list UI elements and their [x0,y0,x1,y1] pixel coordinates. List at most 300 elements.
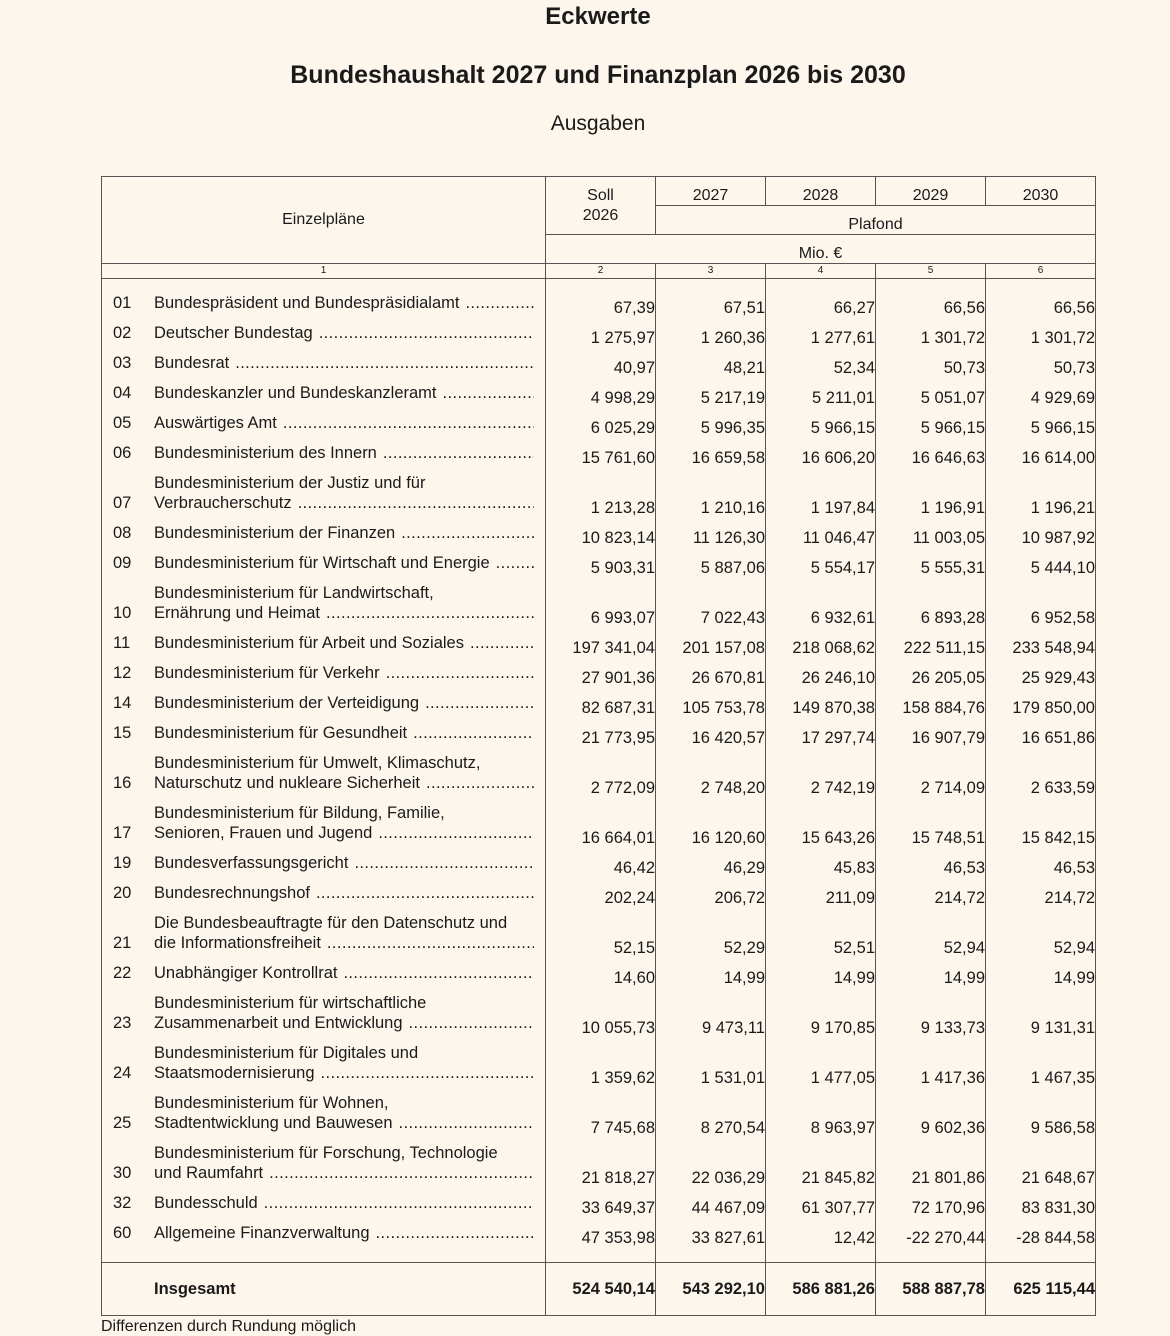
value-2030: 1 301,72 [986,318,1096,348]
table-row [102,1138,1096,1188]
value-2027: 11 126,30 [656,518,766,548]
value-soll-2026: 10 823,14 [546,518,656,548]
value-2030: 2 633,59 [986,748,1096,798]
value-soll-2026: 82 687,31 [546,688,656,718]
column-number: 4 [766,264,876,279]
einzelplan-code: 60 [113,1224,132,1242]
einzelplan-name [154,413,545,433]
table-row [102,1188,1096,1218]
value-2030: 1 196,21 [986,468,1096,518]
value-2027: 7 022,43 [656,578,766,628]
einzelplan-name-line: Bundesministerium der Finanzen [154,524,396,542]
einzelplan-name-line: Die Bundesbeauftragte für den Datenschutz und [154,914,508,932]
value-2030: 25 929,43 [986,658,1096,688]
value-2029: 5 051,07 [876,378,986,408]
value-2030: 5 444,10 [986,548,1096,578]
einzelplan-name [154,753,545,793]
column-number: 2 [546,264,656,279]
einzelplan-name-line: Bundesverfassungsgericht [154,854,349,872]
value-2028: 15 643,26 [766,798,876,848]
dot-leader [496,553,534,573]
einzelplan-name [154,883,545,903]
table-row [102,628,1096,658]
value-2029: 11 003,05 [876,518,986,548]
dot-leader [399,1113,535,1133]
value-2027: 9 473,11 [656,988,766,1038]
value-2029: 1 417,36 [876,1038,986,1088]
table-row [102,718,1096,748]
value-2027: 105 753,78 [656,688,766,718]
header-year-2028: 2028 [766,177,876,206]
einzelplan-name [154,1193,545,1213]
value-2029: 2 714,09 [876,748,986,798]
einzelplan-name-line: Bundesministerium für Landwirtschaft, [154,584,434,602]
value-2027: 67,51 [656,279,766,319]
value-2028: 52,51 [766,908,876,958]
einzelplan-name-line: Bundesministerium für Bildung, Familie, [154,804,445,822]
einzelplan-name-line: Bundesministerium des Innern [154,444,377,462]
column-number: 5 [876,264,986,279]
value-soll-2026: 10 055,73 [546,988,656,1038]
einzelplan-name-line: Bundesministerium für wirtschaftliche [154,994,427,1012]
value-soll-2026: 40,97 [546,348,656,378]
einzelplan-cell [102,518,546,548]
value-2027: 1 531,01 [656,1038,766,1088]
einzelplan-code: 14 [113,694,132,712]
einzelplan-cell [102,628,546,658]
total-value-2028: 586 881,26 [766,1263,876,1316]
value-2027: 44 467,09 [656,1188,766,1218]
value-2030: 83 831,30 [986,1188,1096,1218]
value-soll-2026: 2 772,09 [546,748,656,798]
value-2028: 149 870,38 [766,688,876,718]
value-2027: 16 120,60 [656,798,766,848]
value-2029: 5 966,15 [876,408,986,438]
total-value-soll-2026: 524 540,14 [546,1263,656,1316]
einzelplan-code: 16 [113,774,132,792]
table-row [102,548,1096,578]
dot-leader [326,603,534,623]
table-row [102,318,1096,348]
einzelplan-code: 20 [113,884,132,902]
einzelplan-name-line: Bundesministerium für Digitales und [154,1044,419,1062]
value-2027: 33 827,61 [656,1218,766,1263]
einzelplan-cell [102,1088,546,1138]
dot-leader [319,323,534,343]
value-2027: 2 748,20 [656,748,766,798]
value-2027: 14,99 [656,958,766,988]
einzelplan-name-line: Bundesministerium der Justiz und für [154,474,426,492]
table-row [102,468,1096,518]
einzelplan-name [154,853,545,873]
table-row [102,658,1096,688]
header-soll-2026 [546,177,656,235]
total-value-2030: 625 115,44 [986,1263,1096,1316]
document-subtitle: Bundeshaushalt 2027 und Finanzplan 2026 bis 2030 [290,61,906,89]
value-2028: 16 606,20 [766,438,876,468]
einzelplan-code: 17 [113,824,132,842]
einzelplan-cell [102,718,546,748]
table-row [102,688,1096,718]
header-einzelplaene: Einzelpläne [102,177,546,264]
value-2029: 1 301,72 [876,318,986,348]
value-2027: 206,72 [656,878,766,908]
document-caption: Ausgaben [550,112,646,135]
header-year-2029: 2029 [876,177,986,206]
value-2028: 5 554,17 [766,548,876,578]
table-row [102,438,1096,468]
table-row [102,378,1096,408]
einzelplan-cell [102,348,546,378]
table-row [102,1088,1096,1138]
value-2029: 5 555,31 [876,548,986,578]
value-2027: 22 036,29 [656,1138,766,1188]
einzelplan-cell [102,748,546,798]
value-2029: 158 884,76 [876,688,986,718]
value-soll-2026: 47 353,98 [546,1218,656,1263]
value-2029: 222 511,15 [876,628,986,658]
einzelplan-name [154,963,545,983]
einzelplan-code: 07 [113,494,132,512]
value-2028: 52,34 [766,348,876,378]
einzelplan-code: 21 [113,934,132,952]
total-value-2027: 543 292,10 [656,1263,766,1316]
value-2030: 1 467,35 [986,1038,1096,1088]
value-2027: 52,29 [656,908,766,958]
einzelplan-name-line: Bundesrechnungshof [154,884,310,902]
table-row [102,1218,1096,1263]
einzelplan-cell [102,1218,546,1263]
table-row [102,848,1096,878]
value-2028: 5 966,15 [766,408,876,438]
einzelplan-code: 23 [113,1014,132,1032]
value-2028: 61 307,77 [766,1188,876,1218]
dot-leader [316,883,534,903]
value-2029: 6 893,28 [876,578,986,628]
table-row [102,348,1096,378]
einzelplan-name-line: Bundesministerium für Umwelt, Klimaschutz, [154,754,481,772]
einzelplan-name-line: Unabhängiger Kontrollrat [154,964,338,982]
dot-leader [383,443,534,463]
einzelplan-cell [102,848,546,878]
einzelplan-name-line: Verbraucherschutz [154,494,292,512]
dot-leader [470,633,534,653]
column-number: 1 [102,264,546,279]
value-2030: -28 844,58 [986,1218,1096,1263]
dot-leader [264,1193,534,1213]
einzelplan-cell [102,1038,546,1088]
value-2029: 15 748,51 [876,798,986,848]
einzelplan-name [154,293,545,313]
value-2028: 211,09 [766,878,876,908]
value-2028: 66,27 [766,279,876,319]
einzelplan-code: 10 [113,604,132,622]
document-title: Eckwerte [545,3,651,30]
value-2030: 233 548,94 [986,628,1096,658]
einzelplan-code: 12 [113,664,132,682]
einzelplan-cell [102,658,546,688]
value-2030: 179 850,00 [986,688,1096,718]
value-soll-2026: 1 275,97 [546,318,656,348]
value-soll-2026: 4 998,29 [546,378,656,408]
table-row [102,878,1096,908]
table-row [102,748,1096,798]
value-2029: 50,73 [876,348,986,378]
value-2027: 5 996,35 [656,408,766,438]
einzelplan-cell [102,468,546,518]
value-2028: 11 046,47 [766,518,876,548]
einzelplan-name-line: die Informationsfreiheit [154,934,321,952]
einzelplan-name-line: Bundesministerium der Verteidigung [154,694,420,712]
einzelplan-code: 32 [113,1194,132,1212]
total-label-cell [102,1263,546,1316]
value-2029: 66,56 [876,279,986,319]
einzelplan-name-line: Allgemeine Finanzverwaltung [154,1224,370,1242]
einzelplan-code: 02 [113,324,132,342]
value-soll-2026: 6 025,29 [546,408,656,438]
value-2028: 8 963,97 [766,1088,876,1138]
einzelplan-cell [102,1138,546,1188]
einzelplan-name-line: Naturschutz und nukleare Sicherheit [154,774,420,792]
dot-leader [465,293,534,313]
value-2028: 17 297,74 [766,718,876,748]
einzelplan-name [154,633,545,653]
dot-leader [235,353,534,373]
einzelplan-code: 09 [113,554,132,572]
value-2030: 10 987,92 [986,518,1096,548]
dot-leader [378,823,534,843]
value-2028: 12,42 [766,1218,876,1263]
einzelplan-code: 05 [113,414,132,432]
value-2027: 5 887,06 [656,548,766,578]
value-2030: 16 614,00 [986,438,1096,468]
value-soll-2026: 15 761,60 [546,438,656,468]
einzelplan-name-line: Bundesministerium für Verkehr [154,664,380,682]
einzelplan-name [154,443,545,463]
value-soll-2026: 197 341,04 [546,628,656,658]
value-2027: 16 420,57 [656,718,766,748]
value-2028: 26 246,10 [766,658,876,688]
value-2027: 46,29 [656,848,766,878]
value-2029: 9 602,36 [876,1088,986,1138]
header-unit: Mio. € [546,235,1096,264]
value-2029: 21 801,86 [876,1138,986,1188]
einzelplan-cell [102,279,546,319]
value-2029: 52,94 [876,908,986,958]
value-2030: 46,53 [986,848,1096,878]
einzelplan-name [154,473,545,513]
einzelplan-code: 30 [113,1164,132,1182]
value-soll-2026: 6 993,07 [546,578,656,628]
value-2028: 9 170,85 [766,988,876,1038]
einzelplan-code: 03 [113,354,132,372]
table-row [102,578,1096,628]
table-header [102,177,1096,279]
einzelplan-cell [102,988,546,1038]
header-plafond: Plafond [656,206,1096,235]
einzelplan-cell [102,438,546,468]
table-row [102,408,1096,438]
value-2028: 45,83 [766,848,876,878]
dot-leader [425,693,534,713]
einzelplan-name [154,993,545,1033]
value-2029: 46,53 [876,848,986,878]
total-value-2029: 588 887,78 [876,1263,986,1316]
einzelplan-name [154,353,545,373]
einzelplan-name-line: Bundesministerium für Wirtschaft und Energie [154,554,490,572]
value-2027: 26 670,81 [656,658,766,688]
einzelplan-code: 19 [113,854,132,872]
value-2029: 14,99 [876,958,986,988]
total-row [102,1263,1096,1316]
einzelplan-name-line: Staatsmodernisierung [154,1064,315,1082]
header-soll-year: 2026 [582,206,619,224]
einzelplan-name [154,723,545,743]
dot-leader [327,933,534,953]
einzelplan-name-line: Bundesministerium für Wohnen, [154,1094,389,1112]
dot-leader [298,493,534,513]
table-row [102,988,1096,1038]
value-soll-2026: 52,15 [546,908,656,958]
value-2030: 14,99 [986,958,1096,988]
einzelplan-code: 22 [113,964,132,982]
value-2030: 9 131,31 [986,988,1096,1038]
einzelplan-code: 24 [113,1064,132,1082]
einzelplan-name [154,693,545,713]
table-body [102,279,1096,1263]
value-2027: 1 210,16 [656,468,766,518]
value-2028: 218 068,62 [766,628,876,658]
einzelplan-name-line: Bundesrat [154,354,230,372]
value-2030: 6 952,58 [986,578,1096,628]
value-2030: 66,56 [986,279,1096,319]
einzelplan-name [154,523,545,543]
dot-leader [269,1163,534,1183]
einzelplan-code: 08 [113,524,132,542]
einzelplan-name [154,1093,545,1133]
value-soll-2026: 27 901,36 [546,658,656,688]
value-2029: 16 907,79 [876,718,986,748]
einzelplan-name [154,913,545,953]
value-2030: 15 842,15 [986,798,1096,848]
value-soll-2026: 5 903,31 [546,548,656,578]
value-2030: 5 966,15 [986,408,1096,438]
value-2027: 48,21 [656,348,766,378]
einzelplan-name-line: Bundesministerium für Gesundheit [154,724,408,742]
value-2029: 214,72 [876,878,986,908]
dot-leader [426,773,534,793]
value-2027: 8 270,54 [656,1088,766,1138]
einzelplan-code: 15 [113,724,132,742]
value-2028: 1 277,61 [766,318,876,348]
einzelplan-cell [102,318,546,348]
value-2028: 2 742,19 [766,748,876,798]
einzelplan-name-line: Bundespräsident und Bundespräsidialamt [154,294,460,312]
table-row [102,908,1096,958]
value-2030: 214,72 [986,878,1096,908]
value-soll-2026: 7 745,68 [546,1088,656,1138]
einzelplan-name-line: und Raumfahrt [154,1164,264,1182]
einzelplan-name-line: Stadtentwicklung und Bauwesen [154,1114,393,1132]
einzelplan-name-line: Senioren, Frauen und Jugend [154,824,373,842]
value-soll-2026: 202,24 [546,878,656,908]
einzelplan-code: 06 [113,444,132,462]
value-2027: 16 659,58 [656,438,766,468]
value-2027: 201 157,08 [656,628,766,658]
einzelplan-name [154,663,545,683]
dot-leader [443,383,534,403]
einzelplan-code: 25 [113,1114,132,1132]
value-2029: 26 205,05 [876,658,986,688]
einzelplan-name [154,383,545,403]
table-row [102,1038,1096,1088]
table-row [102,798,1096,848]
einzelplan-name-line: Zusammenarbeit und Entwicklung [154,1014,403,1032]
einzelplan-name [154,323,545,343]
value-soll-2026: 67,39 [546,279,656,319]
einzelplan-cell [102,958,546,988]
value-2030: 21 648,67 [986,1138,1096,1188]
value-soll-2026: 33 649,37 [546,1188,656,1218]
einzelplan-cell [102,408,546,438]
dot-leader [343,963,534,983]
value-soll-2026: 46,42 [546,848,656,878]
einzelplan-name [154,1223,545,1243]
einzelplan-name [154,1143,545,1183]
einzelplan-code: 04 [113,384,132,402]
einzelplan-name-line: Bundesministerium für Forschung, Technologie [154,1144,498,1162]
value-2028: 21 845,82 [766,1138,876,1188]
value-soll-2026: 1 359,62 [546,1038,656,1088]
dot-leader [283,413,534,433]
einzelplan-name-line: Auswärtiges Amt [154,414,277,432]
value-2029: 1 196,91 [876,468,986,518]
einzelplan-name-line: Bundeskanzler und Bundeskanzleramt [154,384,437,402]
einzelplan-cell [102,578,546,628]
einzelplan-cell [102,378,546,408]
einzelplan-cell [102,878,546,908]
dot-leader [413,723,534,743]
value-2027: 1 260,36 [656,318,766,348]
value-2030: 9 586,58 [986,1088,1096,1138]
value-2030: 16 651,86 [986,718,1096,748]
einzelplan-cell [102,908,546,958]
einzelplan-name [154,553,545,573]
dot-leader [386,663,534,683]
dot-leader [409,1013,534,1033]
dot-leader [321,1063,534,1083]
value-2028: 1 477,05 [766,1038,876,1088]
table-row [102,958,1096,988]
einzelplan-code: 11 [113,634,131,652]
einzelplan-cell [102,798,546,848]
dot-leader [401,523,534,543]
dot-leader [376,1223,534,1243]
header-year-2030: 2030 [986,177,1096,206]
value-soll-2026: 16 664,01 [546,798,656,848]
value-2029: -22 270,44 [876,1218,986,1263]
table-row [102,279,1096,319]
einzelplan-cell [102,1188,546,1218]
einzelplan-name [154,583,545,623]
dot-leader [354,853,534,873]
value-soll-2026: 14,60 [546,958,656,988]
value-2029: 72 170,96 [876,1188,986,1218]
value-soll-2026: 1 213,28 [546,468,656,518]
value-2029: 16 646,63 [876,438,986,468]
value-soll-2026: 21 818,27 [546,1138,656,1188]
value-2029: 9 133,73 [876,988,986,1038]
